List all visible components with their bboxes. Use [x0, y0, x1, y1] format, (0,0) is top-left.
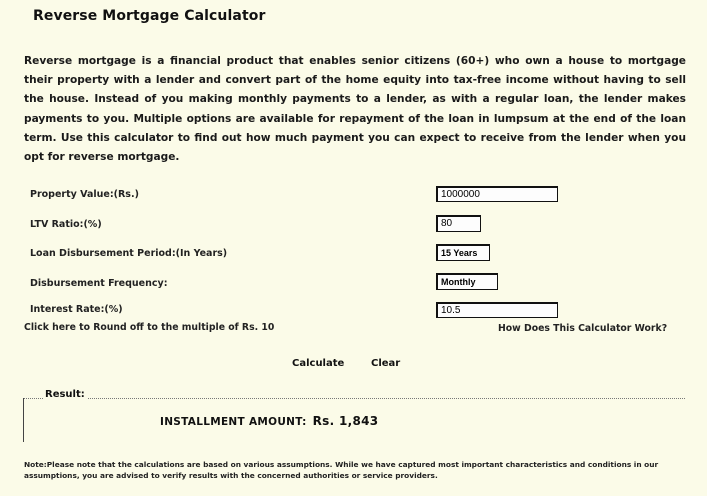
result-label: Result:	[45, 389, 85, 400]
how-it-works-link[interactable]: How Does This Calculator Work?	[498, 323, 668, 334]
installment-amount	[160, 414, 378, 428]
interest-rate-label: Interest Rate:(%)	[30, 304, 123, 315]
property-value-input[interactable]: 1000000	[436, 186, 558, 202]
disbursement-frequency-select[interactable]: Monthly	[436, 273, 498, 290]
installment-value: Rs. 1,843	[312, 414, 379, 428]
disbursement-frequency-label: Disbursement Frequency:	[30, 278, 168, 289]
disbursement-period-select[interactable]: 15 Years	[436, 244, 490, 261]
installment-label: INSTALLMENT AMOUNT:	[160, 416, 307, 428]
calculate-button[interactable]: Calculate	[292, 358, 345, 369]
disbursement-period-label: Loan Disbursement Period:(In Years)	[30, 248, 228, 259]
property-value-label: Property Value:(Rs.)	[30, 189, 139, 200]
ltv-ratio-input[interactable]: 80	[436, 215, 481, 232]
ltv-ratio-label: LTV Ratio:(%)	[30, 219, 102, 230]
result-border	[23, 398, 24, 442]
result-divider	[23, 398, 685, 399]
description-text: Reverse mortgage is a financial product that enables senior citizens (60+) who own a house to mortgage their property with a lender and convert part of the home equity into tax-free income without having to sell the house. Instead of you making monthly payments to a lender, as with a regular loan, the lender makes payments to you. Multiple options are available for repayment of the loan in lumpsum at the end of the loan term. Use this calculator to find out how much payment you can expect to receive from the lender when you opt for reverse mortgage.	[24, 55, 686, 164]
round-off-link[interactable]: Click here to Round off to the multiple of Rs. 10	[24, 322, 275, 333]
page-title: Reverse Mortgage Calculator	[33, 8, 266, 24]
disclaimer-note: Note:Please note that the calculations are based on various assumptions. While we have captured most important characteristics and conditions in our assumptions, you are advised to verify results with the concerned authorities or service providers.	[24, 460, 659, 480]
interest-rate-input[interactable]: 10.5	[436, 302, 558, 318]
clear-button[interactable]: Clear	[371, 358, 401, 369]
